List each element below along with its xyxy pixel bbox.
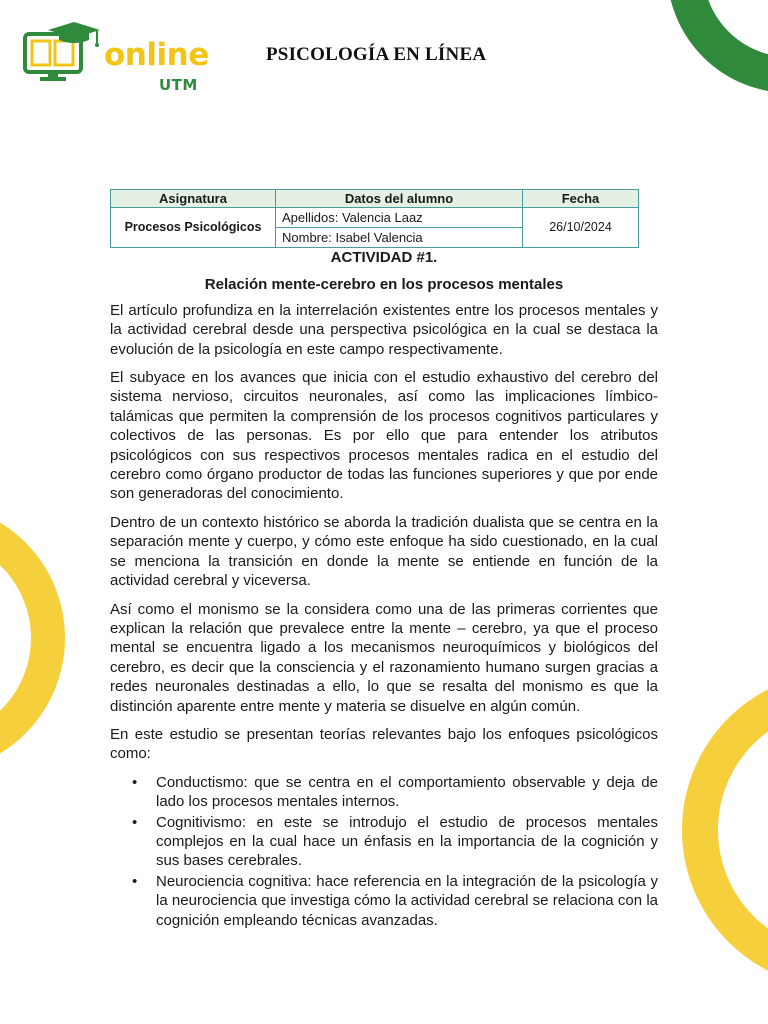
student-lastnames-cell: Apellidos: Valencia Laaz	[276, 208, 523, 228]
paragraph: Así como el monismo se la considera como una de las primeras corrientes que explican la relación que prevalece entre la mente – cerebro, ya que el proceso mental se encuentra ligado a los mecanismos neuroquímicos y biológicos del cerebro, es decir que la consciencia y el razonamiento humano surgen gracias a redes neuronales destinadas a ello, lo que se resalta del monismo es que la distinción aparente entre mente y materia se disuelve en algún común.	[110, 600, 658, 715]
header-date: Fecha	[523, 190, 639, 208]
paragraph: El subyace en los avances que inicia con el estudio exhaustivo del cerebro del sistema nervioso, circuitos neuronales, así como las implicaciones límbico-talámicas que permiten la comprensión de los procesos cognitivos particulares y colectivos de las personas. Es por ello que para entender los atributos psicológicos con sus respectivos procesos mentales radica en el estudio del cerebro como órgano productor de todas las funciones superiores y que por ende son generadoras del conocimiento.	[110, 369, 658, 503]
list-item	[132, 773, 658, 812]
paragraph: Dentro de un contexto histórico se aborda la tradición dualista que se centra en la separación mente y cuerpo, y cómo este enfoque ha sido cuestionado, en la cual se menciona la transición en donde la mente se entiende en función de la actividad cerebral y viceversa.	[110, 513, 658, 590]
list-item	[132, 872, 658, 930]
bullet-icon: •	[132, 813, 138, 831]
date-cell: 26/10/2024	[523, 208, 639, 248]
table-row	[111, 208, 639, 228]
approaches-list	[110, 773, 658, 930]
header-student-data: Datos del alumno	[276, 190, 523, 208]
activity-subtitle: Relación mente-cerebro en los procesos mentales	[204, 276, 564, 294]
list-item-text: Conductismo: que se centra en el comportamiento observable y deja de lado los procesos mentales internos.	[156, 773, 658, 811]
logo-text-online: online	[104, 37, 209, 73]
list-item-text: Neurociencia cognitiva: hace referencia en la integración de la psicología y la neurociencia que investiga cómo la actividad cerebral se relaciona con la cognición empleando técnicas avanzadas.	[156, 872, 658, 929]
yellow-ring-right-decoration	[660, 680, 768, 980]
green-ring-decoration	[640, 0, 768, 110]
document-body	[110, 248, 658, 931]
header-subject: Asignatura	[111, 190, 276, 208]
student-name-cell: Nombre: Isabel Valencia	[276, 228, 523, 248]
activity-title: ACTIVIDAD #1.	[330, 249, 438, 266]
table-header-row	[111, 190, 639, 208]
yellow-ring-left-decoration	[0, 520, 90, 760]
subject-cell: Procesos Psicológicos	[111, 208, 276, 248]
bullet-icon: •	[132, 773, 138, 791]
graduation-cap-monitor-icon	[22, 20, 106, 82]
online-utm-logo	[22, 20, 209, 94]
paragraph: En este estudio se presentan teorías relevantes bajo los enfoques psicológicos como:	[110, 725, 658, 763]
page-title: PSICOLOGÍA EN LÍNEA	[266, 44, 487, 65]
paragraph: El artículo profundiza en la interrelación existentes entre los procesos mentales y la actividad cerebral desde una perspectiva psicológica en la cual se destaca la evolución de la psicología en este campo respectivamente.	[110, 301, 658, 358]
list-item	[132, 813, 658, 871]
bullet-icon: •	[132, 872, 138, 890]
logo-text-utm: UTM	[159, 76, 198, 94]
list-item-text: Cognitivismo: en este se introdujo el estudio de procesos mentales complejos en la cual hace un énfasis en la importancia de la cognición y sus bases cerebrales.	[156, 813, 658, 870]
student-info-table	[110, 189, 639, 248]
